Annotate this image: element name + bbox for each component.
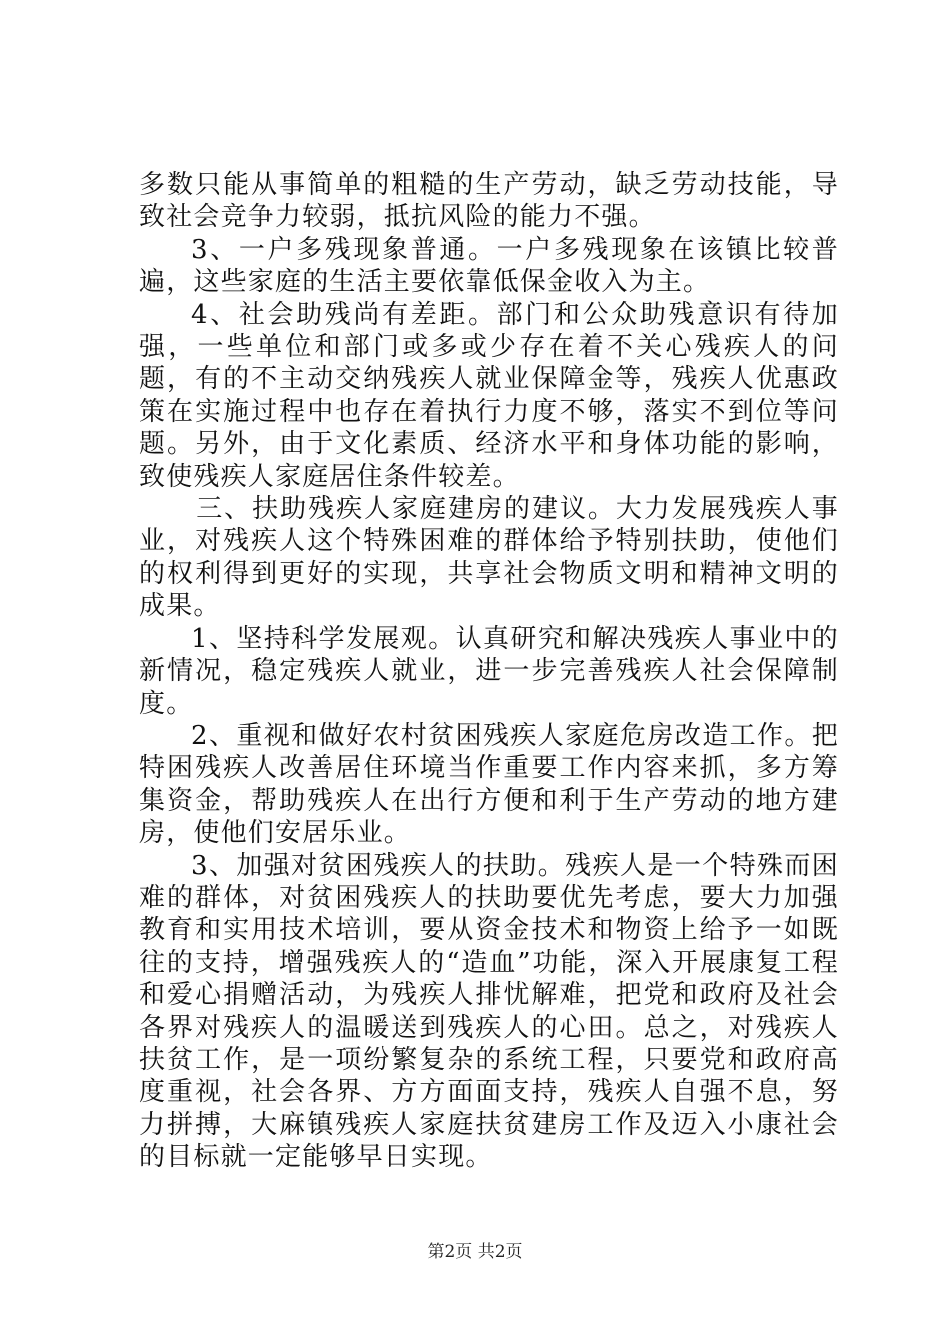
paragraph-item-3: 3、一户多残现象普通。一户多残现象在该镇比较普遍，这些家庭的生活主要依靠低保金收入为主。 — [139, 234, 839, 298]
paragraph-suggestion-3: 3、加强对贫困残疾人的扶助。残疾人是一个特殊而困难的群体，对贫困残疾人的扶助要优先考虑，要大力加强教育和实用技术培训，要从资金技术和物资上给予一如既往的支持，增强残疾人的“造血”功能，深入开展康复工程和爱心捐赠活动，为残疾人排忧解难，把党和政府及社会各界对残疾人的温暖送到残疾人的心田。总之，对残疾人扶贫工作，是一项纷繁复杂的系统工程，只要党和政府高度重视，社会各界、方方面面支持，残疾人自强不息，努力拼搏，大麻镇残疾人家庭扶贫建房工作及迈入小康社会的目标就一定能够早日实现。 — [139, 850, 839, 1173]
paragraph-suggestion-2: 2、重视和做好农村贫困残疾人家庭危房改造工作。把特困残疾人改善居住环境当作重要工作内容来抓，多方筹集资金，帮助残疾人在出行方便和利于生产劳动的地方建房，使他们安居乐业。 — [139, 720, 839, 849]
document-body — [139, 169, 839, 1174]
paragraph-item-4: 4、社会助残尚有差距。部门和公众助残意识有待加强，一些单位和部门或多或少存在着不关心残疾人的问题，有的不主动交纳残疾人就业保障金等，残疾人优惠政策在实施过程中也存在着执行力度不够，落实不到位等问题。另外，由于文化素质、经济水平和身体功能的影响，致使残疾人家庭居住条件较差。 — [139, 299, 839, 492]
paragraph-continuation: 多数只能从事简单的粗糙的生产劳动，缺乏劳动技能，导致社会竞争力较弱，抵抗风险的能力不强。 — [139, 170, 839, 233]
page-footer: 第2页 共2页 — [427, 1242, 523, 1262]
paragraph-section-3: 三、扶助残疾人家庭建房的建议。大力发展残疾人事业，对残疾人这个特殊困难的群体给予特别扶助，使他们的权利得到更好的实现，共享社会物质文明和精神文明的成果。 — [139, 494, 839, 622]
paragraph-suggestion-1: 1、坚持科学发展观。认真研究和解决残疾人事业中的新情况，稳定残疾人就业，进一步完善残疾人社会保障制度。 — [139, 623, 839, 719]
